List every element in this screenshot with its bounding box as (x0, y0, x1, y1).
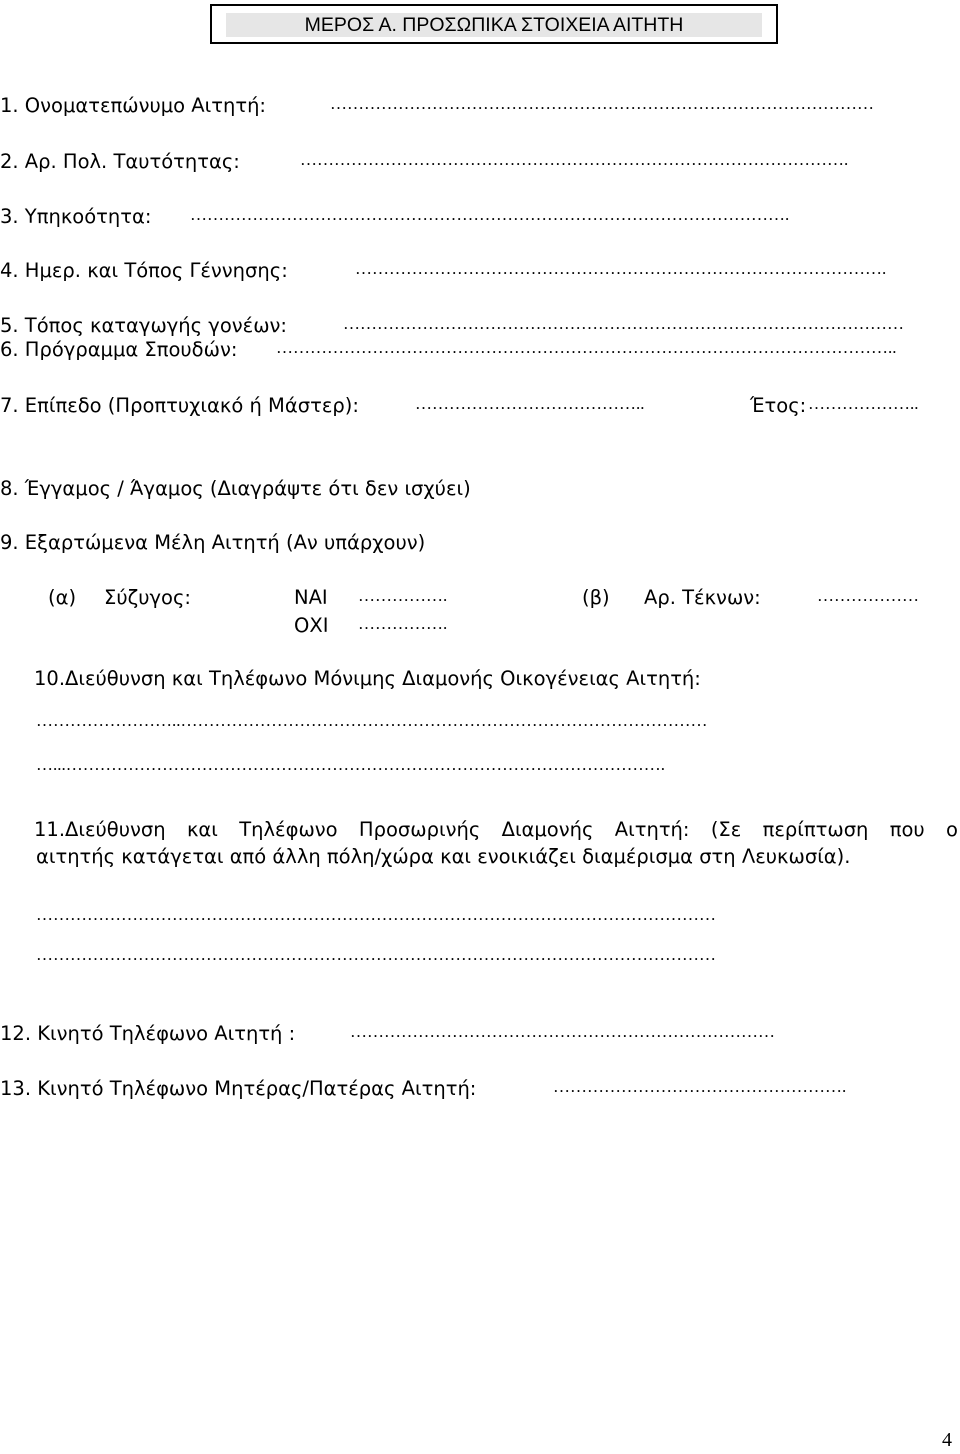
option-yes-fill[interactable]: ……………. (358, 586, 448, 605)
field-label-study-level: 7. Επίπεδο (Προπτυχιακό ή Μάστερ): (0, 394, 359, 417)
field-fill-applicant-mobile[interactable]: ………………………………………………………………… (350, 1022, 775, 1041)
field-fill-id-number[interactable]: ……………………………………………………………………………………. (300, 150, 849, 169)
section-header (210, 4, 778, 44)
option-yes-label: ΝΑΙ (294, 586, 328, 609)
option-no-label: ΟΧΙ (294, 614, 329, 637)
page-number: 4 (942, 1429, 952, 1451)
field-label-spouse: Σύζυγος: (104, 586, 191, 609)
section-header-shading (226, 13, 762, 37)
field-fill-study-level[interactable]: ………………………………….. (415, 394, 645, 413)
field-fill-parents-origin[interactable]: ……………………………………………………………………………………… (343, 314, 904, 333)
field-label-applicant-mobile: 12. Κινητό Τηλέφωνο Αιτητή : (0, 1022, 296, 1045)
dependents-item-b-prefix: (β) (582, 586, 610, 609)
field-label-id-number: 2. Αρ. Πολ. Ταυτότητας: (0, 150, 240, 173)
field-fill-temporary-address-line-2[interactable]: ………………………………………………………………………………………………………… (36, 945, 716, 964)
field-label-full-name: 1. Ονοματεπώνυμο Αιτητή: (0, 94, 267, 117)
option-no-fill[interactable]: ……………. (358, 614, 448, 633)
field-label-marital-status: 8. Έγγαμος / Άγαμος (Διαγράψτε ότι δεν ισχύει) (0, 477, 471, 500)
field-label-temporary-address-line-2: αιτητής κατάγεται από άλλη πόλη/χώρα και ενοικιάζει διαμέρισμα στη Λευκωσία). (36, 845, 851, 868)
field-label-temporary-address-line-1: 11.Διεύθυνση και Τηλέφωνο Προσωρινής Διαμονής Αιτητή: (Σε περίπτωση που ο (34, 818, 958, 841)
field-fill-full-name[interactable]: …………………………………………………………………………………… (330, 94, 874, 113)
field-fill-study-program[interactable]: ……………………………………………………………………………………………….. (276, 338, 897, 357)
field-label-children-count: Αρ. Τέκνων: (644, 586, 761, 609)
section-title: ΜΕΡΟΣ Α. ΠΡΟΣΩΠΙΚΑ ΣΤΟΙΧΕΙΑ ΑΙΤΗΤΗ (304, 14, 684, 36)
field-fill-permanent-address-line-2[interactable]: …...……………………………………………………………………………………………. (36, 755, 665, 774)
field-label-parents-origin: 5. Τόπος καταγωγής γονέων: (0, 314, 288, 337)
field-label-permanent-address: 10.Διεύθυνση και Τηλέφωνο Μόνιμης Διαμονής Οικογένειας Αιτητή: (34, 667, 701, 690)
field-fill-permanent-address-line-1[interactable]: ……………………..………………………………………………………………………………… (36, 711, 708, 730)
field-fill-nationality[interactable]: ……………………………………………………………………………………………. (190, 205, 790, 224)
field-label-nationality: 3. Υπηκοότητα: (0, 205, 152, 228)
field-fill-children-count[interactable]: ……………… (817, 586, 919, 605)
dependents-item-a-prefix: (α) (48, 586, 77, 609)
field-label-study-program: 6. Πρόγραμμα Σπουδών: (0, 338, 238, 361)
field-label-year: Έτος: (750, 394, 807, 417)
field-label-parent-mobile: 13. Κινητό Τηλέφωνο Μητέρας/Πατέρας Αιτητή: (0, 1077, 477, 1100)
field-fill-parent-mobile[interactable]: ……………………………………………. (553, 1077, 847, 1096)
field-fill-year[interactable]: ……………….. (808, 394, 919, 413)
field-fill-birth-date-place[interactable]: …………………………………………………………………………………. (355, 259, 887, 278)
field-fill-temporary-address-line-1[interactable]: ………………………………………………………………………………………………………… (36, 905, 716, 924)
field-label-dependents: 9. Εξαρτώμενα Μέλη Αιτητή (Αν υπάρχουν) (0, 531, 426, 554)
field-label-birth-date-place: 4. Ημερ. και Τόπος Γέννησης: (0, 259, 288, 282)
